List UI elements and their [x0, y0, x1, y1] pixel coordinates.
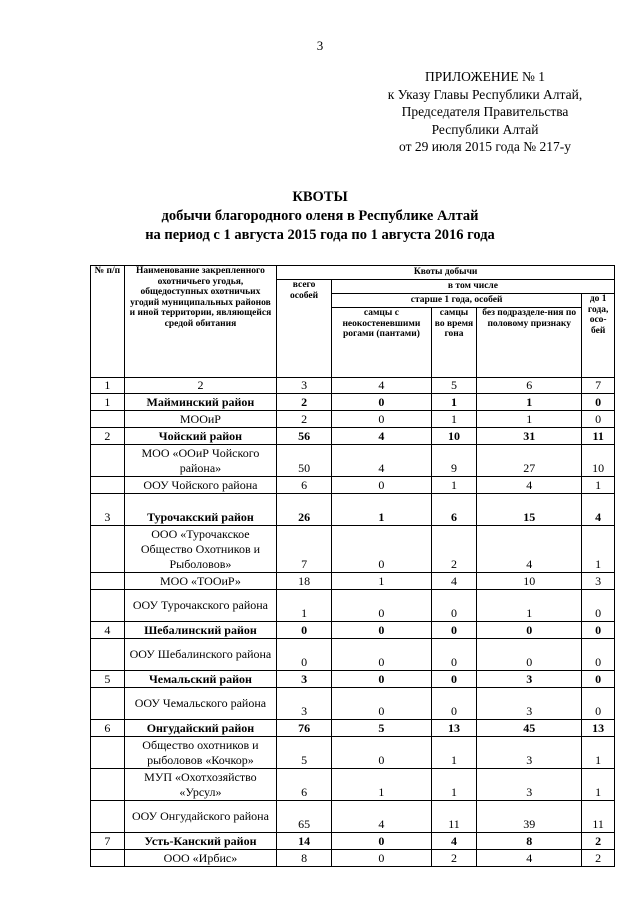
- cell-males-antlers: 5: [331, 720, 431, 737]
- cell-under1: 3: [582, 573, 615, 590]
- row-number: 1: [91, 394, 125, 411]
- cell-no-sex: 1: [477, 590, 582, 622]
- row-name: МООиР: [124, 411, 277, 428]
- row-name: МОО «ООиР Чойского района»: [124, 445, 277, 477]
- header-total: всего особей: [277, 280, 332, 378]
- cell-no-sex: 10: [477, 573, 582, 590]
- table-row: [91, 801, 615, 833]
- cell-males-antlers: 0: [331, 671, 431, 688]
- cell-under1: 11: [582, 428, 615, 445]
- cell-no-sex: 0: [477, 622, 582, 639]
- page-number: 3: [316, 38, 324, 53]
- row-name: Турочакский район: [124, 494, 277, 526]
- cell-total: 65: [277, 801, 332, 833]
- appendix-line: Председателя Правительства: [401, 104, 569, 119]
- row-name: ООО «Турочакское Общество Охотников и Рыболовов»: [124, 526, 277, 573]
- cell-no-sex: 3: [477, 769, 582, 801]
- column-number: 5: [431, 378, 476, 394]
- row-number: [91, 526, 125, 573]
- cell-males-rut: 0: [431, 688, 476, 720]
- row-name: Чойский район: [124, 428, 277, 445]
- cell-males-antlers: 0: [331, 477, 431, 494]
- quota-table: [90, 265, 615, 867]
- cell-total: 1: [277, 590, 332, 622]
- row-name: ООУ Онгудайского района: [124, 801, 277, 833]
- cell-males-antlers: 0: [331, 639, 431, 671]
- cell-under1: 4: [582, 494, 615, 526]
- row-number: [91, 737, 125, 769]
- cell-total: 18: [277, 573, 332, 590]
- cell-total: 2: [277, 411, 332, 428]
- column-number: 6: [477, 378, 582, 394]
- table-row: [91, 590, 615, 622]
- cell-total: 0: [277, 639, 332, 671]
- row-name: Чемальский район: [124, 671, 277, 688]
- appendix-line: от 29 июля 2015 года № 217-у: [399, 139, 571, 154]
- header-num: № п/п: [91, 266, 125, 378]
- column-number: 7: [582, 378, 615, 394]
- header-quotas: Квоты добычи: [277, 266, 615, 280]
- cell-males-rut: 0: [431, 622, 476, 639]
- cell-males-rut: 6: [431, 494, 476, 526]
- row-number: [91, 850, 125, 867]
- cell-total: 26: [277, 494, 332, 526]
- title-line: КВОТЫ: [292, 189, 348, 205]
- table-row: [91, 428, 615, 445]
- cell-males-antlers: 4: [331, 801, 431, 833]
- row-name: Онгудайский район: [124, 720, 277, 737]
- row-number: [91, 801, 125, 833]
- cell-under1: 13: [582, 720, 615, 737]
- cell-no-sex: 4: [477, 526, 582, 573]
- cell-total: 6: [277, 477, 332, 494]
- row-number: 6: [91, 720, 125, 737]
- cell-males-rut: 10: [431, 428, 476, 445]
- cell-males-antlers: 0: [331, 737, 431, 769]
- row-name: Майминский район: [124, 394, 277, 411]
- cell-total: 5: [277, 737, 332, 769]
- cell-males-rut: 11: [431, 801, 476, 833]
- cell-total: 7: [277, 526, 332, 573]
- cell-under1: 0: [582, 394, 615, 411]
- cell-males-rut: 1: [431, 769, 476, 801]
- table-row: [91, 477, 615, 494]
- cell-under1: 0: [582, 411, 615, 428]
- cell-no-sex: 15: [477, 494, 582, 526]
- row-number: 2: [91, 428, 125, 445]
- title-line: на период с 1 августа 2015 года по 1 августа 2016 года: [145, 227, 495, 243]
- cell-males-rut: 13: [431, 720, 476, 737]
- row-name: Усть-Канский район: [124, 833, 277, 850]
- cell-males-rut: 1: [431, 477, 476, 494]
- cell-no-sex: 45: [477, 720, 582, 737]
- table-row: [91, 411, 615, 428]
- appendix-line: ПРИЛОЖЕНИЕ № 1: [424, 69, 546, 84]
- cell-total: 3: [277, 688, 332, 720]
- table-row: [91, 494, 615, 526]
- cell-males-antlers: 0: [331, 526, 431, 573]
- header-under1: до 1 года, осо-бей: [582, 294, 615, 378]
- cell-males-rut: 2: [431, 526, 476, 573]
- cell-males-rut: 0: [431, 639, 476, 671]
- column-number: 3: [277, 378, 332, 394]
- cell-under1: 1: [582, 769, 615, 801]
- appendix-line: к Указу Главы Республики Алтай,: [387, 86, 583, 102]
- appendix-line: Республики Алтай: [431, 121, 539, 137]
- column-number-row: [91, 378, 615, 394]
- document-title: [0, 188, 640, 245]
- row-number: 7: [91, 833, 125, 850]
- cell-males-antlers: 0: [331, 622, 431, 639]
- cell-males-antlers: 0: [331, 394, 431, 411]
- cell-under1: 10: [582, 445, 615, 477]
- cell-males-antlers: 1: [331, 494, 431, 526]
- cell-males-rut: 9: [431, 445, 476, 477]
- cell-no-sex: 4: [477, 477, 582, 494]
- cell-males-antlers: 0: [331, 833, 431, 850]
- cell-males-antlers: 4: [331, 445, 431, 477]
- cell-total: 3: [277, 671, 332, 688]
- row-name: ООУ Чемальского района: [124, 688, 277, 720]
- row-number: [91, 411, 125, 428]
- cell-no-sex: 1: [477, 411, 582, 428]
- cell-total: 0: [277, 622, 332, 639]
- cell-under1: 0: [582, 622, 615, 639]
- title-line: добычи благородного оленя в Республике Алтай: [161, 208, 479, 224]
- cell-under1: 0: [582, 688, 615, 720]
- table-row: [91, 526, 615, 573]
- row-name: Общество охотников и рыболовов «Кочкор»: [124, 737, 277, 769]
- cell-no-sex: 31: [477, 428, 582, 445]
- cell-males-antlers: 0: [331, 850, 431, 867]
- table-row: [91, 573, 615, 590]
- header-no-sex: без подразделе-ния по половому признаку: [477, 308, 582, 378]
- cell-under1: 11: [582, 801, 615, 833]
- row-number: [91, 688, 125, 720]
- row-name: ООУ Турочакского района: [124, 590, 277, 622]
- table-row: [91, 720, 615, 737]
- cell-total: 76: [277, 720, 332, 737]
- cell-under1: 1: [582, 477, 615, 494]
- cell-males-rut: 1: [431, 394, 476, 411]
- cell-under1: 0: [582, 590, 615, 622]
- cell-under1: 1: [582, 526, 615, 573]
- cell-no-sex: 3: [477, 688, 582, 720]
- row-name: МУП «Охотхозяйство «Урсул»: [124, 769, 277, 801]
- column-number: 2: [124, 378, 277, 394]
- table-row: [91, 737, 615, 769]
- cell-no-sex: 27: [477, 445, 582, 477]
- header-males-rut: самцы во время гона: [431, 308, 476, 378]
- row-number: 4: [91, 622, 125, 639]
- column-number: 4: [331, 378, 431, 394]
- cell-no-sex: 8: [477, 833, 582, 850]
- cell-males-rut: 1: [431, 411, 476, 428]
- row-number: 3: [91, 494, 125, 526]
- cell-males-antlers: 0: [331, 688, 431, 720]
- row-number: [91, 573, 125, 590]
- row-number: [91, 639, 125, 671]
- cell-no-sex: 39: [477, 801, 582, 833]
- table-row: [91, 850, 615, 867]
- cell-no-sex: 4: [477, 850, 582, 867]
- header-name: Наименование закрепленного охотничьего угодья, общедоступных охотничьих угодий муниципальных районов и иной территории, являющейся средой обитания: [124, 266, 277, 378]
- cell-males-antlers: 4: [331, 428, 431, 445]
- cell-males-antlers: 0: [331, 590, 431, 622]
- cell-males-rut: 4: [431, 833, 476, 850]
- row-number: [91, 445, 125, 477]
- row-number: [91, 769, 125, 801]
- column-number: 1: [91, 378, 125, 394]
- cell-no-sex: 1: [477, 394, 582, 411]
- row-number: [91, 477, 125, 494]
- cell-total: 50: [277, 445, 332, 477]
- table-row: [91, 769, 615, 801]
- appendix-block: [340, 68, 630, 156]
- cell-under1: 0: [582, 671, 615, 688]
- row-name: ООУ Чойского района: [124, 477, 277, 494]
- cell-males-rut: 0: [431, 671, 476, 688]
- row-name: ООО «Ирбис»: [124, 850, 277, 867]
- table-row: [91, 639, 615, 671]
- table-row: [91, 688, 615, 720]
- cell-no-sex: 3: [477, 737, 582, 769]
- header-males-antlers: самцы с неокостеневшими рогами (пантами): [331, 308, 431, 378]
- cell-males-rut: 0: [431, 590, 476, 622]
- header-including: в том числе: [331, 280, 614, 294]
- cell-males-rut: 4: [431, 573, 476, 590]
- cell-total: 56: [277, 428, 332, 445]
- table-row: [91, 671, 615, 688]
- row-name: МОО «ТООиР»: [124, 573, 277, 590]
- cell-total: 14: [277, 833, 332, 850]
- row-name: ООУ Шебалинского района: [124, 639, 277, 671]
- cell-males-antlers: 1: [331, 769, 431, 801]
- cell-total: 8: [277, 850, 332, 867]
- table-row: [91, 622, 615, 639]
- cell-males-rut: 1: [431, 737, 476, 769]
- row-number: [91, 590, 125, 622]
- cell-under1: 1: [582, 737, 615, 769]
- cell-no-sex: 0: [477, 639, 582, 671]
- cell-males-rut: 2: [431, 850, 476, 867]
- cell-under1: 2: [582, 850, 615, 867]
- row-name: Шебалинский район: [124, 622, 277, 639]
- cell-males-antlers: 1: [331, 573, 431, 590]
- row-number: 5: [91, 671, 125, 688]
- cell-total: 6: [277, 769, 332, 801]
- table-row: [91, 394, 615, 411]
- cell-under1: 2: [582, 833, 615, 850]
- table-row: [91, 833, 615, 850]
- cell-total: 2: [277, 394, 332, 411]
- cell-males-antlers: 0: [331, 411, 431, 428]
- header-older: старше 1 года, особей: [331, 294, 581, 308]
- table-row: [91, 445, 615, 477]
- cell-no-sex: 3: [477, 671, 582, 688]
- cell-under1: 0: [582, 639, 615, 671]
